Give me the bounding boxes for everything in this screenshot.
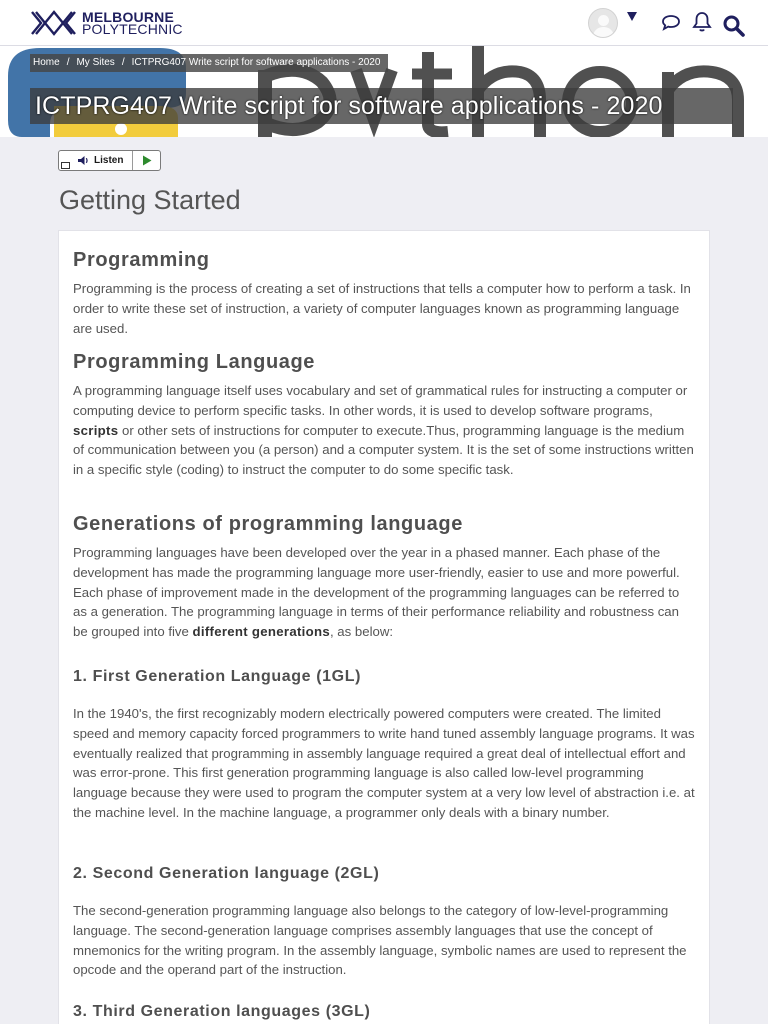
course-banner [0, 46, 768, 137]
paragraph-programming-language: A programming language itself uses vocabulary and set of grammatical rules for instructing a computer or computing device to perform specific tasks. In other words, it is used to develop software programs, scripts or other sets of instructions for computer to execute.Thus, programming language is the medium of communication between you (a person) and a computer system. It is the set of some instructions written in a specific style (coding) to instruct the computer to do some specific task. [73, 383, 694, 478]
listen-main-button[interactable] [59, 151, 133, 170]
paragraph-generations: Programming languages have been developed over the year in a phased manner. Each phase of the development has made the programming language more user-friendly, easier to use and more powerful. Each phase of improvement made in the development of the programming languages can be referred to as a generation. The programming language in terms of their performance reliability and robustness can be grouped into five different generations, as below: [73, 545, 680, 640]
breadcrumb-home[interactable]: Home [33, 57, 60, 68]
bell-icon[interactable] [692, 11, 712, 38]
content-card [58, 230, 710, 1024]
page-title: Getting Started [59, 185, 241, 215]
breadcrumb-separator: / [66, 57, 70, 68]
breadcrumb [30, 54, 388, 72]
paragraph-2gl: The second-generation programming language also belongs to the category of low-level-programming language. The second-generation language comprises assembly languages that use the concept of mnemonics for the writing program. In the assembly language, symbolic names are used to represent the opcode and the operand part of the instruction. [73, 903, 687, 978]
bold-different-generations: different generations [192, 624, 330, 640]
menu-icon[interactable] [61, 162, 70, 169]
logo-text [82, 11, 183, 35]
paragraph-1gl: In the 1940's, the first recognizably modern electrically powered computers were created. The limited speed and memory capacity forced programmers to write hand tuned assembly language programs. It was eventually realized that programming in assembly language required a great deal of intellectual effort and was error-prone. This first generation programming language is also called low-level programming language because they were used to program the computer system at a very low level of abstraction i.e. at the machine level. In the machine language, a programmer only deals with a binary number. [73, 706, 695, 820]
speaker-icon [77, 155, 90, 166]
listen-label: Listen [94, 155, 124, 166]
play-icon [142, 155, 152, 166]
breadcrumb-my-sites[interactable]: My Sites [76, 57, 115, 68]
bold-scripts: scripts [73, 422, 119, 438]
logo-line2: POLYTECHNIC [82, 21, 183, 37]
heading-programming-language: Programming Language [73, 351, 316, 373]
logo-mark-icon [30, 10, 77, 36]
paragraph-programming: Programming is the process of creating a set of instructions that tells a computer how to perform a task. In order to write these set of instruction, a variety of computer languages known as programming language are used. [73, 281, 691, 336]
top-navbar [0, 0, 768, 46]
listen-button[interactable] [58, 150, 161, 171]
heading-generations: Generations of programming language [73, 513, 463, 535]
user-avatar[interactable] [588, 8, 618, 38]
logo-line1: MELBOURNE [82, 9, 175, 25]
course-title: ICTPRG407 Write script for software applications - 2020 [30, 88, 733, 124]
chat-icon[interactable] [661, 12, 681, 37]
breadcrumb-course[interactable]: ICTPRG407 Write script for software applications - 2020 [131, 57, 381, 68]
play-button[interactable] [133, 151, 160, 170]
melbourne-polytechnic-logo[interactable] [30, 9, 183, 37]
heading-programming: Programming [73, 249, 210, 271]
breadcrumb-separator: / [121, 57, 125, 68]
heading-2gl: 2. Second Generation language (2GL) [73, 865, 380, 882]
heading-3gl: 3. Third Generation languages (3GL) [73, 1003, 371, 1020]
caret-down-icon[interactable] [627, 12, 637, 21]
search-icon[interactable] [722, 14, 746, 43]
heading-1gl: 1. First Generation Language (1GL) [73, 668, 361, 685]
